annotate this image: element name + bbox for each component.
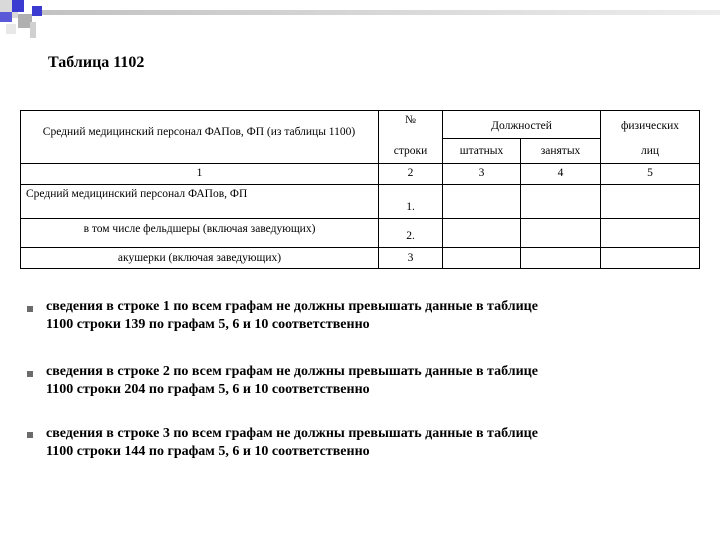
table-line xyxy=(20,110,700,111)
note-line: 1100 строки 144 по графам 5, 6 и 10 соответственно xyxy=(46,444,370,459)
bullet-square-icon xyxy=(27,432,33,438)
table-line xyxy=(20,218,700,219)
header-number-bottom: строки xyxy=(393,145,428,157)
decorative-corner xyxy=(0,0,720,40)
header-positions-group: Должностей xyxy=(491,120,552,132)
table-line xyxy=(20,163,700,164)
table-line xyxy=(20,247,700,248)
row-label: Средний медицинский персонал ФАПов, ФП xyxy=(26,188,248,200)
header-persons-top: физических xyxy=(620,120,680,132)
table-line xyxy=(378,110,379,268)
bullet-square-icon xyxy=(27,306,33,312)
header-staff: штатных xyxy=(459,145,504,157)
table-line xyxy=(20,268,700,269)
table-line xyxy=(442,138,600,139)
column-number: 2 xyxy=(407,167,414,179)
row-number: 2. xyxy=(406,230,415,242)
note-line: сведения в строке 3 по всем графам не должны превышать данные в таблице xyxy=(46,426,538,441)
corner-square-blue-3 xyxy=(32,6,42,16)
note-item xyxy=(46,363,696,399)
note-line: 1100 строки 204 по графам 5, 6 и 10 соответственно xyxy=(46,382,370,397)
header-persons-bottom: лиц xyxy=(640,145,660,157)
bullet-square-icon xyxy=(27,371,33,377)
note-item xyxy=(46,425,696,461)
column-number: 4 xyxy=(557,167,564,179)
note-line: 1100 строки 139 по графам 5, 6 и 10 соответственно xyxy=(46,317,370,332)
header-number-top: № xyxy=(405,114,416,126)
row-number: 3 xyxy=(407,252,414,264)
table-line xyxy=(20,184,700,185)
note-line: сведения в строке 1 по всем графам не должны превышать данные в таблице xyxy=(46,299,538,314)
header-occupied: занятых xyxy=(540,145,581,157)
corner-bar-top xyxy=(42,10,720,15)
row-number: 1. xyxy=(406,201,415,213)
corner-square-white-2 xyxy=(6,24,16,34)
table-line xyxy=(699,110,700,268)
page-title: Таблица 1102 xyxy=(48,54,145,71)
corner-square-blue-2 xyxy=(0,12,12,22)
header-row-name: Средний медицинский персонал ФАПов, ФП (из таблицы 1100) xyxy=(42,126,356,138)
row-label: акушерки (включая заведующих) xyxy=(117,252,282,264)
note-line: сведения в строке 2 по всем графам не должны превышать данные в таблице xyxy=(46,364,538,379)
corner-bar-left xyxy=(30,22,36,38)
row-label: в том числе фельдшеры (включая заведующих) xyxy=(83,223,316,235)
corner-square-blue xyxy=(12,0,24,12)
table-line xyxy=(20,110,21,268)
column-number: 1 xyxy=(196,167,203,179)
column-number: 5 xyxy=(647,167,653,179)
column-number: 3 xyxy=(478,167,485,179)
note-item xyxy=(46,298,696,334)
